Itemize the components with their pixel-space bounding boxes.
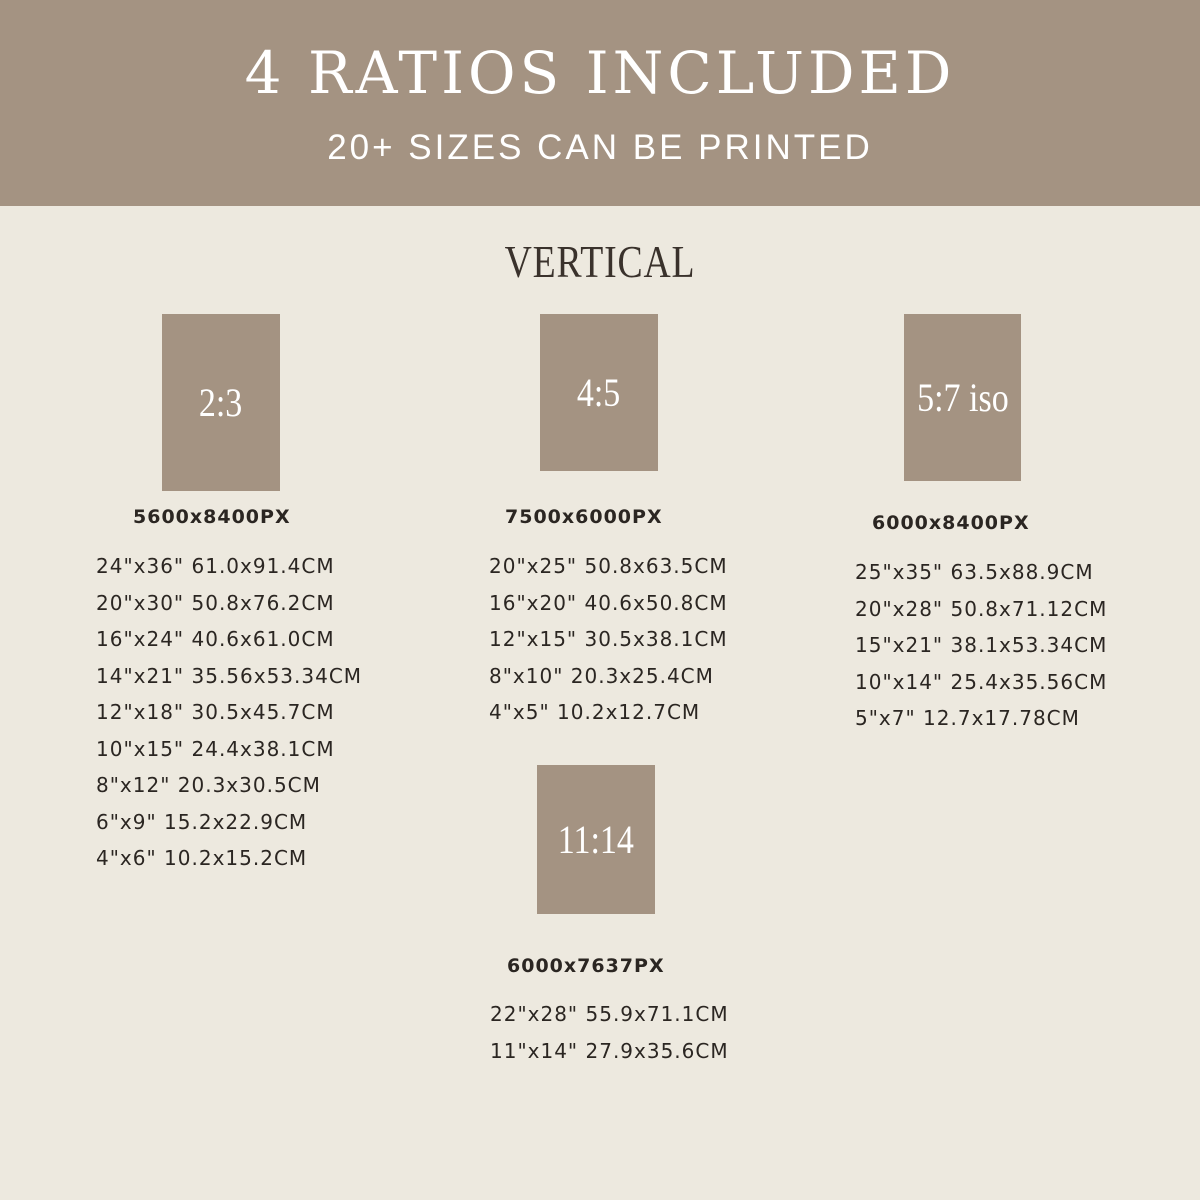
list-item: 20"x28" 50.8x71.12CM	[855, 596, 1108, 621]
list-item: 8"x10" 20.3x25.4CM	[489, 663, 714, 688]
ratio-label: 11:14	[557, 817, 635, 862]
size-list-4-5	[489, 548, 728, 731]
list-item: 24"x36" 61.0x91.4CM	[96, 554, 335, 578]
list-item: 5"x7" 12.7x17.78CM	[855, 706, 1080, 730]
list-item: 22"x28" 55.9x71.1CM	[490, 1002, 729, 1026]
size-list-2-3	[96, 548, 362, 877]
list-item: 8"x12" 20.3x30.5CM	[96, 773, 321, 797]
ratio-thumbnail-4-5	[540, 314, 658, 471]
list-item: 16"x24" 40.6x61.0CM	[96, 627, 335, 651]
list-item: 6"x9" 15.2x22.9CM	[96, 809, 308, 834]
list-item: 11"x14" 27.9x35.6CM	[490, 1038, 729, 1063]
list-item: 20"x30" 50.8x76.2CM	[96, 590, 335, 615]
ratio-thumbnail-2-3	[162, 314, 280, 491]
list-item: 10"x15" 24.4x38.1CM	[96, 736, 335, 761]
size-list-11-14	[490, 996, 729, 1069]
list-item: 12"x15" 30.5x38.1CM	[489, 627, 728, 651]
pixel-dimensions: 6000x7637PX	[507, 955, 665, 977]
list-item: 4"x5" 10.2x12.7CM	[489, 700, 701, 724]
list-item: 10"x14" 25.4x35.56CM	[855, 669, 1108, 694]
ratio-thumbnail-5-7-iso	[904, 314, 1021, 481]
list-item: 15"x21" 38.1x53.34CM	[855, 633, 1108, 657]
ratio-label: 2:3	[199, 380, 243, 425]
pixel-dimensions: 6000x8400PX	[872, 512, 1030, 534]
ratio-thumbnail-11-14	[537, 765, 655, 914]
pixel-dimensions: 5600x8400PX	[133, 506, 291, 528]
list-item: 12"x18" 30.5x45.7CM	[96, 700, 335, 724]
list-item: 16"x20" 40.6x50.8CM	[489, 590, 728, 615]
list-item: 4"x6" 10.2x15.2CM	[96, 846, 308, 870]
pixel-dimensions: 7500x6000PX	[505, 506, 663, 528]
list-item: 14"x21" 35.56x53.34CM	[96, 663, 363, 688]
section-heading: VERTICAL	[504, 236, 696, 287]
size-list-5-7-iso	[855, 554, 1107, 737]
page-title: 4 RATIOS INCLUDED	[244, 39, 956, 107]
list-item: 25"x35" 63.5x88.9CM	[855, 560, 1094, 584]
ratio-label: 4:5	[577, 370, 621, 415]
ratio-label: 5:7 iso	[916, 375, 1009, 420]
list-item: 20"x25" 50.8x63.5CM	[489, 554, 728, 578]
page-subtitle: 20+ SIZES CAN BE PRINTED	[327, 128, 873, 167]
